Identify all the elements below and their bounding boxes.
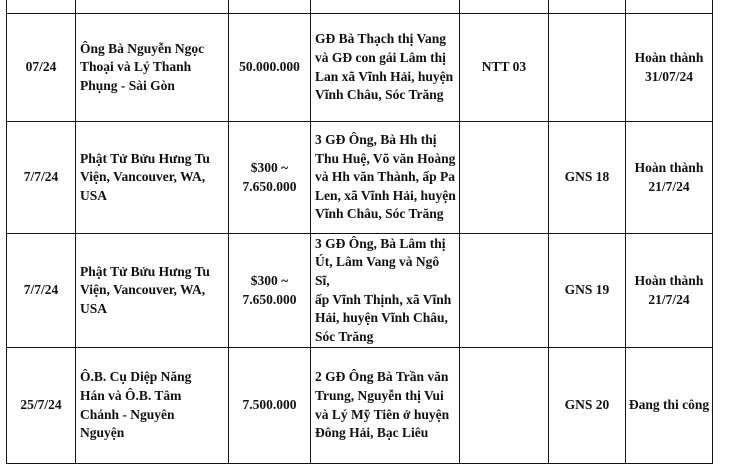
donor-cell-line: USA — [80, 300, 108, 316]
recipient-cell-line: và Lý Mỹ Tiên ở huyện — [315, 406, 450, 422]
donor-cell-line: Viện, Vancouver, WA, — [80, 169, 206, 185]
table-cell — [460, 0, 549, 14]
amount-cell — [229, 348, 311, 464]
amount-cell-line: $300 ~ — [250, 272, 289, 288]
date-cell: 7/7/24 — [7, 122, 76, 234]
status-cell-line: Hoàn thành — [634, 159, 704, 175]
amount-cell-line: 50.000.000 — [239, 59, 300, 75]
table-cell — [549, 0, 626, 14]
status-cell-line: Hoàn thành — [634, 49, 704, 65]
recipient-cell-line: Len, xã Vĩnh Hải, huyện — [315, 187, 456, 203]
recipient-cell-line: Thu Huệ, Võ văn Hoàng — [315, 150, 456, 166]
donor-cell-line: Ông Bà Nguyễn Ngọc — [80, 40, 205, 56]
donor-cell-line: Thoại và Lý Thanh — [80, 59, 192, 75]
recipient-cell-line: Đông Hải, Bạc Liêu — [315, 425, 429, 441]
table-row — [7, 14, 713, 122]
code-a-cell — [460, 234, 549, 348]
amount-cell-line: 7.500.000 — [242, 397, 297, 413]
recipient-cell-line: và Hh văn Thành, ấp Pa — [315, 169, 456, 185]
date-cell: 25/7/24 — [7, 348, 76, 464]
status-cell-line: Hoàn thành — [634, 272, 704, 288]
code-b-cell: GNS 20 — [549, 348, 626, 464]
recipient-cell-line: ấp Vĩnh Thịnh, xã Vĩnh — [315, 291, 452, 307]
donor-cell-line: Phụng - Sài Gòn — [80, 77, 175, 93]
status-cell — [626, 234, 713, 348]
donor-cell — [76, 234, 229, 348]
recipient-cell — [311, 122, 460, 234]
status-cell — [626, 348, 713, 464]
amount-cell-line: 7.650.000 — [242, 291, 297, 307]
recipient-cell-line: và GĐ con gái Lâm thị — [315, 49, 446, 65]
amount-cell-line: $300 ~ — [250, 159, 289, 175]
code-b-cell: GNS 19 — [549, 234, 626, 348]
code-a-cell: NTT 03 — [460, 14, 549, 122]
recipient-cell-line: GĐ Bà Thạch thị Vang — [315, 31, 447, 47]
table-row — [7, 234, 713, 348]
recipient-cell-line: 2 GĐ Ông Bà Trần văn — [315, 369, 449, 385]
table-cell — [311, 0, 460, 14]
donor-cell-line: Phật Tử Bửu Hưng Tu — [80, 150, 210, 166]
donation-table — [6, 0, 713, 464]
recipient-cell-line: Út, Lâm Vang và Ngô Sĩ, — [315, 254, 440, 288]
date-cell: 07/24 — [7, 14, 76, 122]
code-a-cell — [460, 122, 549, 234]
recipient-cell-line: 3 GĐ Ông, Bà Hh thị — [315, 132, 437, 148]
donor-cell-line: Viện, Vancouver, WA, — [80, 282, 206, 298]
date-cell: 7/7/24 — [7, 234, 76, 348]
code-a-cell — [460, 348, 549, 464]
donor-cell — [76, 348, 229, 464]
recipient-cell — [311, 234, 460, 348]
recipient-cell-line: Sóc Trăng — [315, 328, 374, 344]
recipient-cell-line: Vĩnh Châu, Sóc Trăng — [315, 87, 444, 103]
amount-cell-line: 7.650.000 — [242, 178, 297, 194]
amount-cell — [229, 14, 311, 122]
donor-cell-line: Ô.B. Cụ Diệp Năng — [80, 369, 192, 385]
code-b-cell — [549, 14, 626, 122]
recipient-cell-line: 3 GĐ Ông, Bà Lâm thị — [315, 235, 446, 251]
recipient-cell-line: Trung, Nguyễn thị Vui — [315, 387, 444, 403]
status-cell — [626, 14, 713, 122]
donor-cell-line: Nguyện — [80, 425, 125, 441]
table-row — [7, 348, 713, 464]
table-row — [7, 122, 713, 234]
status-cell-line: 21/7/24 — [648, 178, 690, 194]
table-row-top-cut — [7, 0, 713, 14]
recipient-cell-line: Hải, huyện Vĩnh Châu, — [315, 310, 448, 326]
table-cell — [7, 0, 76, 14]
amount-cell — [229, 234, 311, 348]
table-body — [7, 0, 713, 464]
donor-cell — [76, 122, 229, 234]
recipient-cell — [311, 14, 460, 122]
status-cell-line: 21/7/24 — [648, 291, 690, 307]
status-cell-line: Đang thi công — [628, 397, 710, 413]
code-b-cell: GNS 18 — [549, 122, 626, 234]
amount-cell — [229, 122, 311, 234]
table-cell — [229, 0, 311, 14]
status-cell-line: 31/07/24 — [644, 68, 693, 84]
donor-cell-line: Phật Tử Bửu Hưng Tu — [80, 263, 210, 279]
recipient-cell — [311, 348, 460, 464]
donor-cell-line: USA — [80, 187, 108, 203]
donor-cell — [76, 14, 229, 122]
donor-cell-line: Chánh - Nguyên — [80, 406, 175, 422]
donor-cell-line: Hán và Ô.B. Tâm — [80, 387, 182, 403]
table-cell — [76, 0, 229, 14]
recipient-cell-line: Vĩnh Châu, Sóc Trăng — [315, 206, 444, 222]
recipient-cell-line: Lan xã Vĩnh Hải, huyện — [315, 68, 454, 84]
table-cell — [626, 0, 713, 14]
status-cell — [626, 122, 713, 234]
